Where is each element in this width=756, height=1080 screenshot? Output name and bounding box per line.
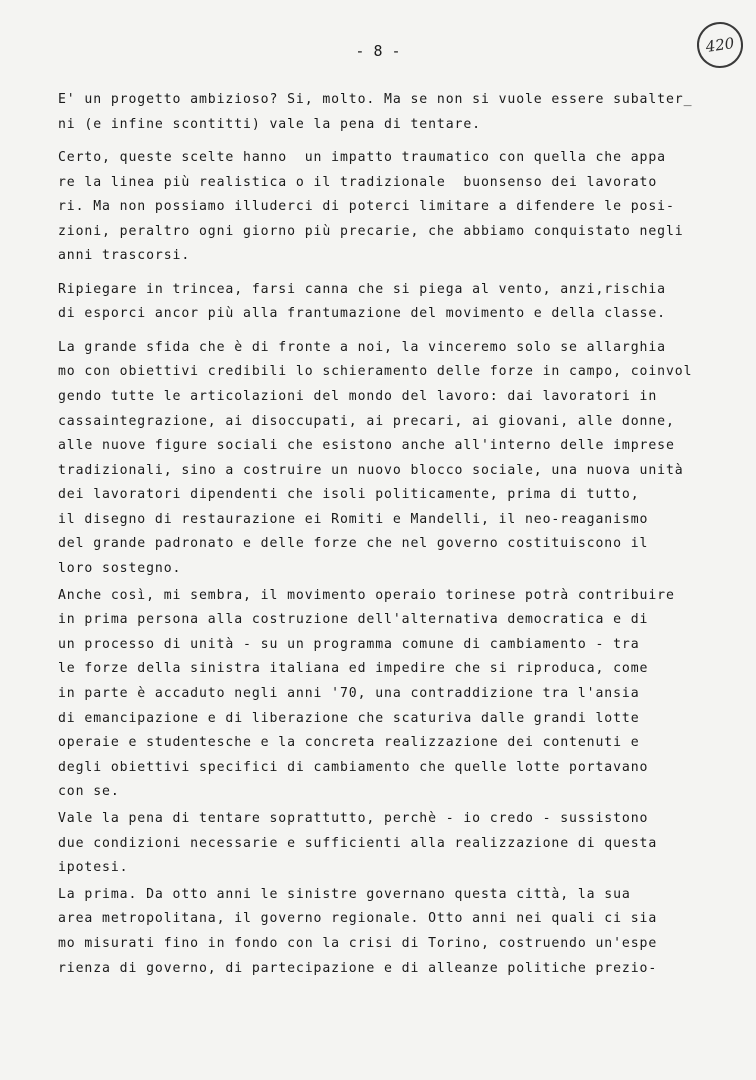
text-line: di emancipazione e di liberazione che scaturiva dalle grandi lotte (58, 710, 640, 726)
text-line: Vale la pena di tentare soprattutto, perchè - io credo - sussistono (58, 811, 649, 827)
text-line: dei lavoratori dipendenti che isoli politicamente, prima di tutto, (58, 487, 640, 503)
text-line: La grande sfida che è di fronte a noi, la vinceremo solo se allarghia (58, 339, 666, 355)
text-line: loro sostegno. (58, 561, 182, 577)
text-line: Ripiegare in trincea, farsi canna che si piega al vento, anzi,rischia (58, 281, 666, 297)
text-line: zioni, peraltro ogni giorno più precarie, che abbiamo conquistato negli (58, 223, 684, 239)
text-line: alle nuove figure sociali che esistono anche all'interno delle imprese (58, 438, 675, 454)
text-line: il disegno di restaurazione ei Romiti e Mandelli, il neo-reaganismo (58, 511, 649, 527)
text-line: E' un progetto ambizioso? Si, molto. Ma se non si vuole essere subalter_ (58, 92, 693, 107)
text-line: re la linea più realistica o il tradizionale buonsenso dei lavorato (58, 174, 658, 190)
text-line: ipotesi. (58, 860, 129, 876)
body-text (58, 88, 748, 981)
text-line: operaie e studentesche e la concreta realizzazione dei contenuti e (58, 735, 640, 751)
text-line: cassaintegrazione, ai disoccupati, ai precari, ai giovani, alle donne, (58, 413, 675, 429)
text-line: Anche così, mi sembra, il movimento operaio torinese potrà contribuire (58, 587, 675, 603)
text-line: due condizioni necessarie e sufficienti alla realizzazione di questa (58, 835, 658, 851)
text-line: mo misurati fino in fondo con la crisi di Torino, costruendo un'espe (58, 935, 658, 951)
text-line: area metropolitana, il governo regionale. Otto anni nei quali ci sia (58, 911, 658, 927)
text-line: ni (e infine scontitti) vale la pena di tentare. (58, 116, 481, 132)
text-line: La prima. Da otto anni le sinistre governano questa città, la sua (58, 886, 631, 902)
page-number: - 8 - (355, 42, 401, 60)
text-line: mo con obiettivi credibili lo schieramento delle forze in campo, coinvol (58, 364, 693, 380)
text-line: degli obiettivi specifici di cambiamento che quelle lotte portavano (58, 759, 649, 775)
text-line: del grande padronato e delle forze che nel governo costituiscono il (58, 536, 649, 552)
text-line: con se. (58, 784, 120, 800)
text-line: gendo tutte le articolazioni del mondo del lavoro: dai lavoratori in (58, 388, 658, 404)
text-line: un processo di unità - su un programma comune di cambiamento - tra (58, 636, 640, 652)
text-line: di esporci ancor più alla frantumazione del movimento e della classe. (58, 306, 666, 322)
text-line: anni trascorsi. (58, 248, 191, 264)
text-line: in prima persona alla costruzione dell'alternativa democratica e di (58, 612, 649, 628)
text-line: rienza di governo, di partecipazione e di alleanze politiche prezio- (58, 960, 658, 976)
text-line: in parte è accaduto negli anni '70, una contraddizione tra l'ansia (58, 686, 640, 702)
text-line: Certo, queste scelte hanno un impatto traumatico con quella che appa (58, 149, 666, 165)
text-line: le forze della sinistra italiana ed impedire che si riproduca, come (58, 661, 649, 677)
text-line: tradizionali, sino a costruire un nuovo blocco sociale, una nuova unità (58, 462, 684, 478)
text-line: ri. Ma non possiamo illuderci di poterci limitare a difendere le posi- (58, 199, 675, 215)
archive-stamp: 420 (694, 19, 746, 71)
